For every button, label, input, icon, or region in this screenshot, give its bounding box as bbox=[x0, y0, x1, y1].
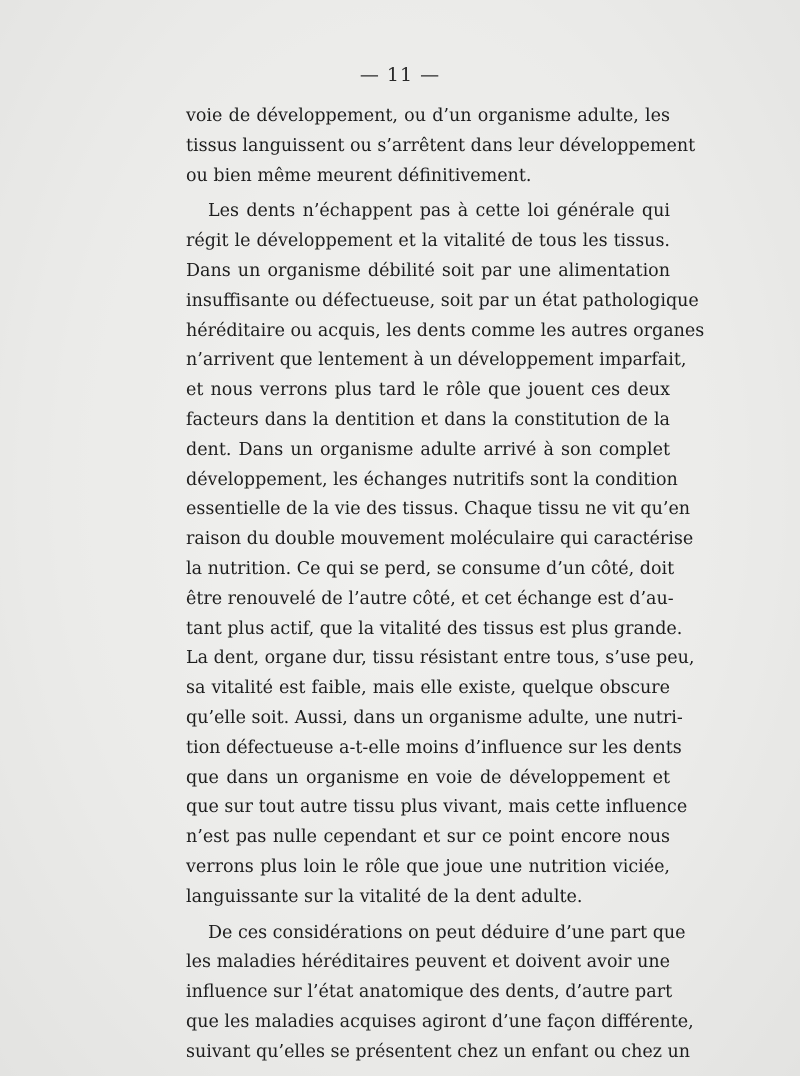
text-line: la nutrition. Ce qui se perd, se consume d’un côté, doit bbox=[186, 558, 675, 579]
text-line: insuffisante ou défectueuse, soit par un état pathologique bbox=[186, 290, 699, 311]
text-line: tissus languissent ou s’arrêtent dans leur développement bbox=[186, 135, 696, 156]
text-line: tant plus actif, que la vitalité des tissus est plus grande. bbox=[186, 618, 683, 639]
text-line: héréditaire ou acquis, les dents comme les autres organes bbox=[186, 320, 705, 341]
text-line: et nous verrons plus tard le rôle que jouent ces deux bbox=[186, 380, 670, 401]
text-line: suivant qu’elles se présentent chez un enfant ou chez un bbox=[186, 1041, 691, 1062]
text-line: influence sur l’état anatomique des dents, d’autre part bbox=[186, 982, 673, 1003]
text-line: régit le développement et la vitalité de tous les tissus. bbox=[186, 231, 670, 252]
text-line: n’est pas nulle cependant et sur ce point encore nous bbox=[186, 827, 670, 848]
text-line: La dent, organe dur, tissu résistant entre tous, s’use peu, bbox=[186, 648, 695, 669]
text-line: tion défectueuse a-t-elle moins d’influence sur les dents bbox=[186, 737, 682, 758]
text-line: que les maladies acquises agiront d’une façon différente, bbox=[186, 1011, 694, 1032]
page-number: — 11 — bbox=[359, 64, 441, 86]
text-line: que sur tout autre tissu plus vivant, mais cette influence bbox=[186, 797, 688, 818]
text-line: ou bien même meurent définitivement. bbox=[186, 165, 532, 186]
text-line: Dans un organisme débilité soit par une alimentation bbox=[186, 260, 670, 281]
text-line: qu’elle soit. Aussi, dans un organisme adulte, une nutri- bbox=[186, 707, 683, 728]
text-line: Les dents n’échappent pas à cette loi générale qui bbox=[208, 201, 670, 222]
text-line: développement, les échanges nutritifs sont la condition bbox=[186, 469, 678, 490]
text-line: les maladies héréditaires peuvent et doivent avoir une bbox=[186, 952, 670, 973]
text-line: facteurs dans la dentition et dans la constitution de la bbox=[186, 409, 670, 430]
text-line: languissante sur la vitalité de la dent adulte. bbox=[186, 886, 583, 907]
text-line: n’arrivent que lentement à un développement imparfait, bbox=[186, 350, 687, 371]
text-line: dent. Dans un organisme adulte arrivé à son complet bbox=[186, 439, 670, 460]
body-text bbox=[186, 102, 705, 1068]
text-line: voie de développement, ou d’un organisme adulte, les bbox=[186, 106, 670, 126]
text-line: essentielle de la vie des tissus. Chaque tissu ne vit qu’en bbox=[186, 499, 691, 520]
text-line: être renouvelé de l’autre côté, et cet échange est d’au- bbox=[186, 588, 674, 609]
text-line: raison du double mouvement moléculaire qui caractérise bbox=[186, 529, 694, 550]
text-line: De ces considérations on peut déduire d’une part que bbox=[208, 922, 686, 943]
text-line: verrons plus loin le rôle que joue une nutrition viciée, bbox=[186, 856, 670, 877]
text-line: que dans un organisme en voie de développement et bbox=[186, 767, 670, 788]
text-line: sa vitalité est faible, mais elle existe, quelque obscure bbox=[186, 678, 670, 699]
